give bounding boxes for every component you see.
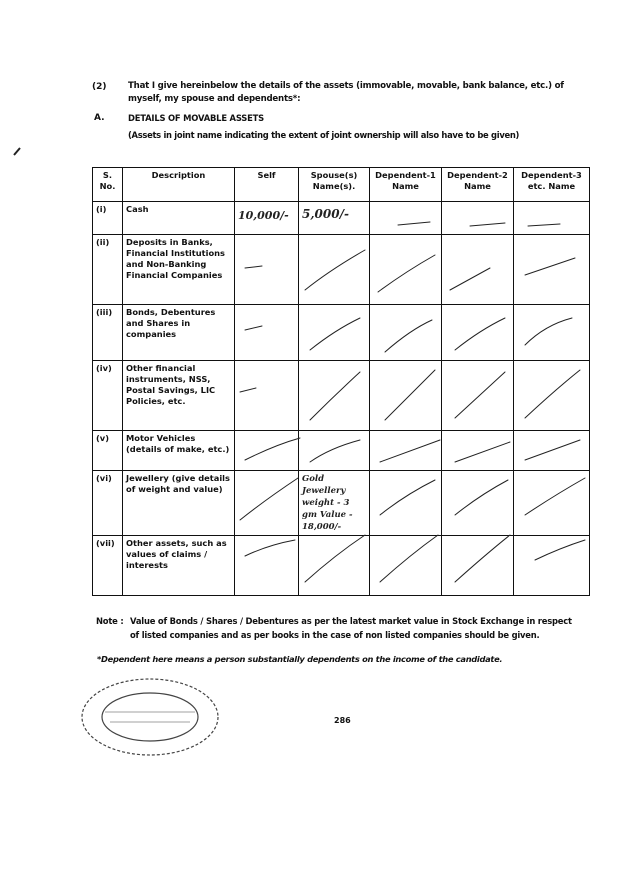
- dep1-cell: [370, 536, 442, 596]
- note-block: [96, 614, 594, 642]
- movable-assets-table: [92, 167, 590, 596]
- dep3-cell: [514, 361, 590, 431]
- spouse-cell: [299, 235, 370, 305]
- spouse-value: 5,000/-: [299, 202, 370, 235]
- row-sno: (v): [93, 431, 123, 471]
- row-description: Other assets, such as values of claims / interests: [123, 536, 235, 596]
- dep1-cell: [370, 235, 442, 305]
- spouse-cell: [299, 536, 370, 596]
- row-description: Cash: [123, 202, 235, 235]
- self-cell: [235, 305, 299, 361]
- paragraph-text: That I give hereinbelow the details of the assets (immovable, movable, bank balance, etc.) of myself, my spouse and dependents*:: [128, 81, 564, 104]
- dep2-cell: [442, 305, 514, 361]
- spouse-cell: [299, 305, 370, 361]
- dep3-cell: [514, 536, 590, 596]
- row-description: Bonds, Debentures and Shares in companies: [123, 305, 235, 361]
- self-cell: [235, 235, 299, 305]
- row-sno: (i): [93, 202, 123, 235]
- note-line-2: of listed companies and as per books in the case of non listed companies should be given.: [130, 630, 540, 640]
- table-row: [93, 202, 590, 235]
- dep2-cell: [442, 361, 514, 431]
- note-label: Note :: [96, 616, 124, 626]
- dep1-cell: [370, 361, 442, 431]
- header-description: Description: [123, 168, 235, 202]
- section-title: DETAILS OF MOVABLE ASSETS: [128, 113, 264, 123]
- table-row: [93, 431, 590, 471]
- margin-mark: [14, 148, 20, 155]
- dep1-cell: [370, 202, 442, 235]
- table-row: [93, 536, 590, 596]
- dep2-cell: [442, 235, 514, 305]
- header-dependent-1: Dependent-1 Name: [370, 168, 442, 202]
- spouse-jewellery-value: Gold Jewellery weight - 3 gm Value - 18,000/-: [299, 471, 370, 536]
- dep2-cell: [442, 431, 514, 471]
- paragraph-number: (2): [92, 82, 107, 92]
- spouse-cell: [299, 361, 370, 431]
- table-row: [93, 361, 590, 431]
- dep2-cell: [442, 536, 514, 596]
- row-sno: (iv): [93, 361, 123, 431]
- table-row: [93, 305, 590, 361]
- dep1-cell: [370, 305, 442, 361]
- dep3-cell: [514, 235, 590, 305]
- dep1-cell: [370, 431, 442, 471]
- dep3-cell: [514, 471, 590, 536]
- official-stamp: [82, 679, 218, 755]
- table-row: [93, 471, 590, 536]
- header-dependent-2: Dependent-2 Name: [442, 168, 514, 202]
- table-row: [93, 235, 590, 305]
- self-cell: [235, 471, 299, 536]
- self-cell: [235, 361, 299, 431]
- row-description: Deposits in Banks, Financial Institutions and Non-Banking Financial Companies: [123, 235, 235, 305]
- self-cell: [235, 536, 299, 596]
- table-header-row: [93, 168, 590, 202]
- row-description: Other financial instruments, NSS, Postal Savings, LIC Policies, etc.: [123, 361, 235, 431]
- footnote: *Dependent here means a person substantially dependents on the income of the candidate.: [97, 654, 503, 664]
- dep3-cell: [514, 202, 590, 235]
- spouse-cell: [299, 431, 370, 471]
- row-description: Jewellery (give details of weight and value): [123, 471, 235, 536]
- row-sno: (ii): [93, 235, 123, 305]
- note-line-1: Value of Bonds / Shares / Debentures as per the latest market value in Stock Exchange in respect: [130, 616, 572, 626]
- header-spouse: Spouse(s) Name(s).: [299, 168, 370, 202]
- row-sno: (iii): [93, 305, 123, 361]
- header-dependent-3: Dependent-3 etc. Name: [514, 168, 590, 202]
- row-sno: (vii): [93, 536, 123, 596]
- dep2-cell: [442, 471, 514, 536]
- dep3-cell: [514, 305, 590, 361]
- dep2-cell: [442, 202, 514, 235]
- page-number: 286: [334, 716, 351, 725]
- section-letter: A.: [94, 113, 105, 123]
- self-cell: [235, 431, 299, 471]
- row-sno: (vi): [93, 471, 123, 536]
- row-description: Motor Vehicles (details of make, etc.): [123, 431, 235, 471]
- section-note: (Assets in joint name indicating the extent of joint ownership will also have to be given): [128, 130, 520, 140]
- dep1-cell: [370, 471, 442, 536]
- header-self: Self: [235, 168, 299, 202]
- self-value: 10,000/-: [235, 202, 299, 235]
- header-sno: S. No.: [93, 168, 123, 202]
- dep3-cell: [514, 431, 590, 471]
